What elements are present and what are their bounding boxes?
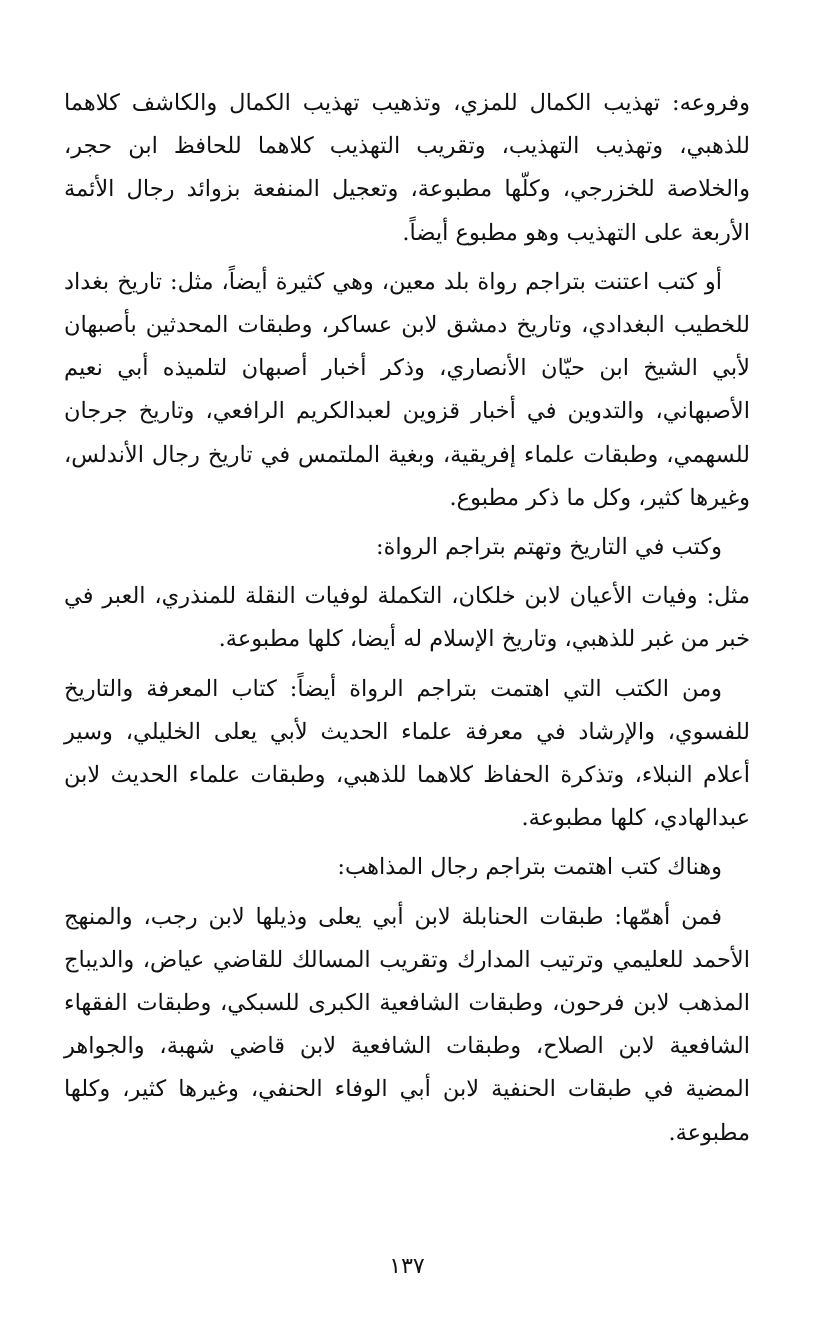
paragraph-derived-works: وفروعه: تهذيب الكمال للمزي، وتذهيب تهذيب الكمال والكاشف كلاهما للذهبي، وتهذيب التهذيب، وتقريب التهذيب كلاهما للحافظ ابن حجر، والخلاصة للخزرجي، وكلّها مطبوعة، وتعجيل المنفعة بزوائد رجال الأئمة الأربعة على التهذيب وهو مطبوع أيضاً. bbox=[64, 90, 750, 246]
paragraph-madhhab-heading: وهناك كتب اهتمت بتراجم رجال المذاهب: bbox=[337, 854, 722, 881]
paragraph-city-narrators: أو كتب اعتنت بتراجم رواة بلد معين، وهي كثيرة أيضاً، مثل: تاريخ بغداد للخطيب البغدادي، وتاريخ دمشق لابن عساكر، وطبقات المحدثين بأصبهان لأبي الشيخ ابن حيّان الأنصاري، وذكر أخبار أصبهان لتلميذه أبي نعيم الأصبهاني، والتدوين في أخبار قزوين لعبدالكريم الرافعي، وتاريخ جرجان للسهمي، وطبقات علماء إفريقية، وبغية الملتمس في تاريخ رجال الأندلس، وغيرها كثير، وكل ما ذكر مطبوع. bbox=[64, 268, 750, 511]
page-number: ١٣٧ bbox=[389, 1254, 425, 1279]
paragraph-history-books-heading: وكتب في التاريخ وتهتم بتراجم الرواة: bbox=[375, 534, 722, 561]
paragraph-other-biographies: ومن الكتب التي اهتمت بتراجم الرواة أيضاً: كتاب المعرفة والتاريخ للفسوي، والإرشاد في معرفة علماء الحديث لأبي يعلى الخليلي، وسير أعلام النبلاء، وتذكرة الحفاظ كلاهما للذهبي، وطبقات علماء الحديث لابن عبدالهادي، كلها مطبوعة. bbox=[64, 675, 750, 832]
paragraph-history-books-list: مثل: وفيات الأعيان لابن خلكان، التكملة لوفيات النقلة للمنذري، العبر في خبر من غبر للذهبي، وتاريخ الإسلام له أيضا، كلها مطبوعة. bbox=[64, 583, 750, 653]
body-text bbox=[64, 82, 750, 1161]
paragraph-madhhab-list: فمن أهمّها: طبقات الحنابلة لابن أبي يعلى وذيلها لابن رجب، والمنهج الأحمد للعليمي وترتيب المدارك وتقريب المسالك للقاضي عياض، والديباج المذهب لابن فرحون، وطبقات الشافعية الكبرى للسبكي، وطبقات الفقهاء الشافعية لابن الصلاح، وطبقات الشافعية لابن قاضي شهبة، والجواهر المضية في طبقات الحنفية لابن أبي الوفاء الحنفي، وغيرها كثير، وكلها مطبوعة. bbox=[64, 903, 750, 1146]
